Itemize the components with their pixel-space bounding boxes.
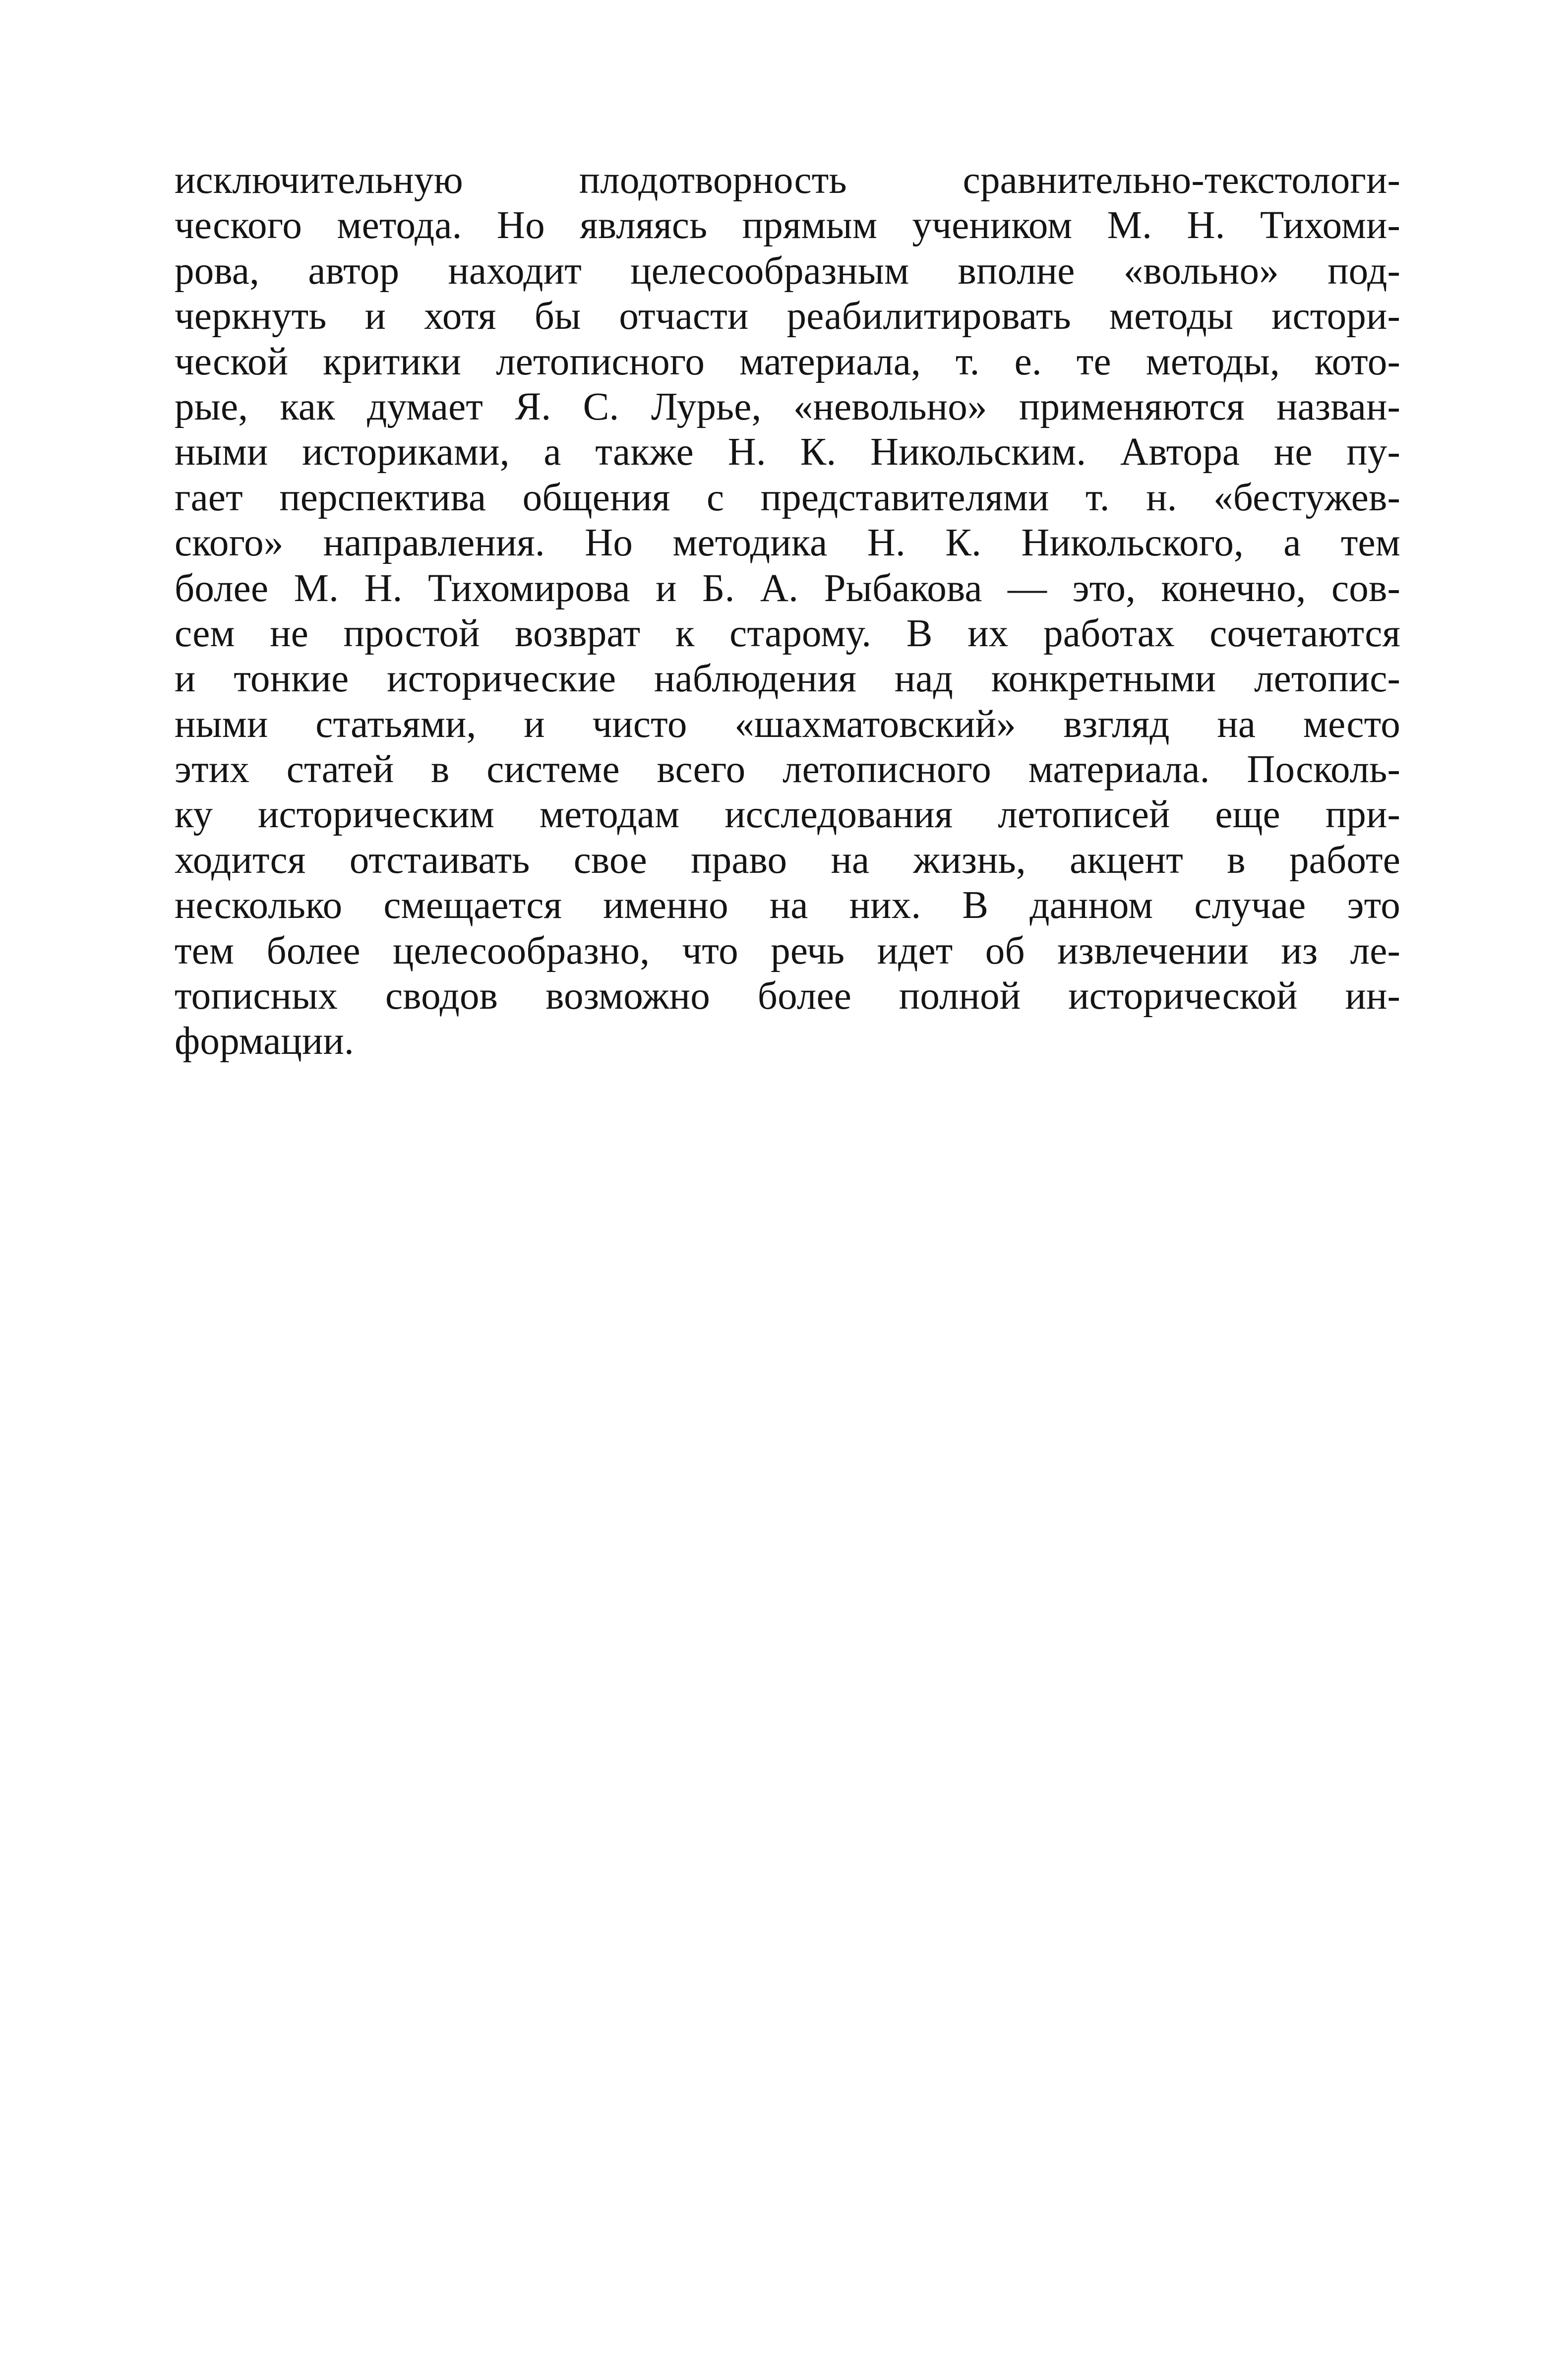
text-line: и тонкие исторические наблюдения над конкретными летопис- [175,657,1400,701]
text-line: этих статей в системе всего летописного материала. Посколь- [175,748,1400,791]
text-line: гает перспектива общения с представителями т. н. «бестужев- [175,476,1400,519]
text-line: черкнуть и хотя бы отчасти реабилитировать методы истори- [175,295,1400,338]
text-line: ческого метода. Но являясь прямым учеником М. Н. Тихоми- [175,204,1400,247]
text-line: рова, автор находит целесообразным вполне «вольно» под- [175,249,1400,293]
text-line: ходится отстаивать свое право на жизнь, акцент в работе [175,838,1400,882]
text-line: несколько смещается именно на них. В данном случае это [175,884,1400,927]
text-line: ными статьями, и чисто «шахматовский» взгляд на место [175,702,1400,746]
text-line: рые, как думает Я. С. Лурье, «невольно» применяются назван- [175,385,1400,428]
text-line: ными историками, а также Н. К. Никольским. Автора не пу- [175,430,1400,474]
text-line: ческой критики летописного материала, т. е. те методы, кото- [175,340,1400,383]
text-line: ку историческим методам исследования летописей еще при- [175,793,1400,837]
body-paragraph [175,158,1400,1064]
text-line: формации. [175,1020,354,1063]
text-line: ского» направления. Но методика Н. К. Никольского, а тем [175,521,1400,565]
text-line: исключительную плодотворность сравнительно-текстологи- [175,159,1400,202]
text-line: тописных сводов возможно более полной исторической ин- [175,974,1400,1018]
text-line: сем не простой возврат к старому. В их работах сочетаются [175,611,1400,655]
text-line: тем более целесообразно, что речь идет об извлечении из ле- [175,929,1400,973]
text-line: более М. Н. Тихомирова и Б. А. Рыбакова — это, конечно, сов- [175,566,1400,610]
